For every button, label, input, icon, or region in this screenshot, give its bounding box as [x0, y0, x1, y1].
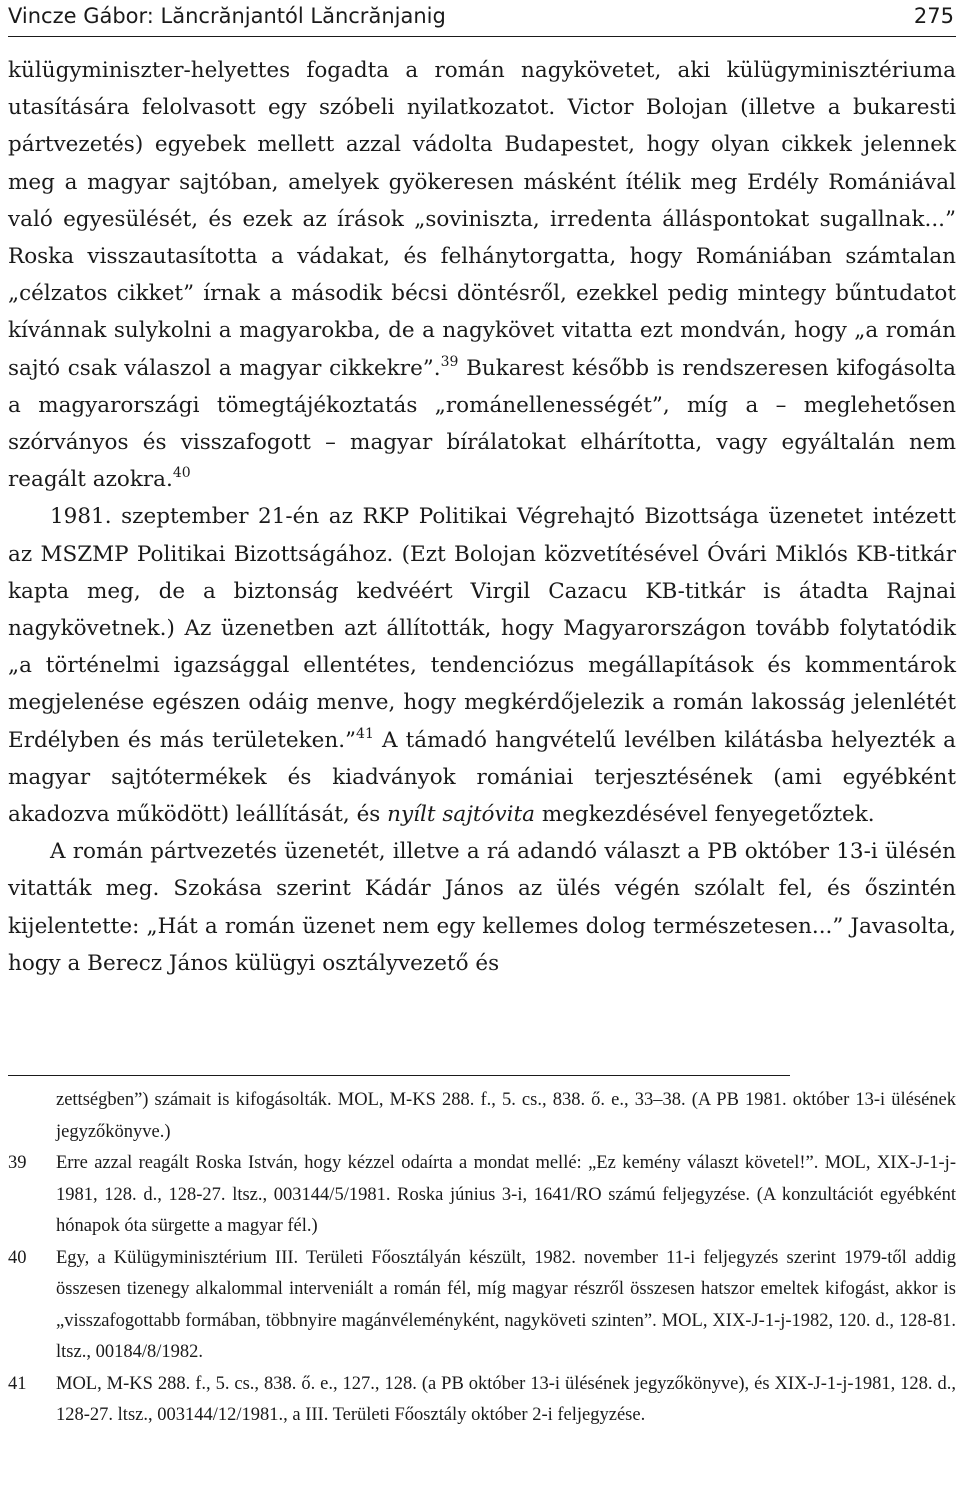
footnote-separator — [8, 1075, 790, 1076]
footnote-ref-39: 39 — [440, 353, 459, 370]
book-page — [8, 0, 956, 1502]
running-header — [8, 0, 956, 37]
page-number: 275 — [913, 4, 954, 28]
paragraph-2-text-b: A támadó hangvételű levélben kilátásba helyezték a magyar sajtótermékek és kiadványok romániai terjesztésének (ami egyébként akadozva működött) leállítását, és — [8, 727, 956, 828]
paragraph-2-italic: nyílt sajtóvita — [387, 802, 535, 828]
footnote-text: Erre azzal reagált Roska István, hogy kézzel odaírta a mondat mellé: „Ez kemény választ követel!”. MOL, XIX-J-1-j-1981, 128. d., 128-27. ltsz., 003144/5/1981. Roska június 3-i, 1641/RO számú feljegyzése. (A konzultációt egyébként hónapok óta sürgette a magyar fél.) — [56, 1153, 956, 1236]
footnote-number: 41 — [8, 1373, 27, 1394]
footnote-text: MOL, M-KS 288. f., 5. cs., 838. ő. e., 127., 128. (a PB október 13-i ülésének jegyzőkönyve), és XIX-J-1-j-1981, 128. d., 128-27. ltsz., 003144/12/1981., a III. Területi Főosztály október 2-i feljegyzése. — [56, 1373, 956, 1425]
paragraph-2 — [8, 498, 956, 833]
footnote-number: 39 — [8, 1153, 27, 1173]
footnote-39 — [8, 1148, 956, 1243]
footnote-40 — [8, 1243, 956, 1369]
footnote-text: zettségben”) számait is kifogásolták. MOL, M-KS 288. f., 5. cs., 838. ő. e., 33–38. (A PB 1981. október 13-i ülésének jegyzőkönyve.) — [56, 1090, 956, 1142]
footnote-41 — [8, 1369, 956, 1432]
footnote-text: Egy, a Külügyminisztérium III. Területi Főosztályán készült, 1982. november 11-i feljegyzés szerint 1979-től addig összesen tizenegy alkalommal interveniált a román fél, míg magyar részről összesen hatszor emeltek kifogást, akkor is „visszafogottabb formában, többnyire magánvéleményként, nagyköveti szinten”. MOL, XIX-J-1-j-1982, 120. d., 128-81. ltsz., 00184/8/1982. — [56, 1247, 956, 1362]
paragraph-1 — [8, 52, 956, 498]
footnote-number: 40 — [8, 1247, 27, 1268]
footnote-continued — [8, 1085, 956, 1148]
paragraph-3 — [8, 833, 956, 982]
paragraph-1-text-b: Bukarest később is rendszeresen kifogásolta a magyarországi tömegtájékoztatás „románellenességét”, míg a – meglehetősen szórványos és visszafogott – magyar bírálatokat elhárította, vagy egyáltalán nem reagált azokra. — [8, 355, 956, 493]
paragraph-2-text-a: 1981. szeptember 21-én az RKP Politikai Végrehajtó Bizottsága üzenetet intézett az MSZMP Politikai Bizottságához. (Ezt Bolojan közvetítésével Óvári Miklós KB-titkár kapta meg, de a biztonság kedvéért Virgil Cazacu KB-titkár is átadta Rajnai nagykövetnek.) Az üzenetben azt állították, hogy Magyarországon tovább folytatódik „a történelmi igazsággal ellentétes, tendenciózus megállapítások és kommentárok megjelenése egészen odáig menve, hogy megkérdőjelezik a román lakosság jelenlétét Erdélyben és más területeken.” — [8, 504, 956, 753]
paragraph-2-text-c: megkezdésével fenyegetőztek. — [534, 802, 875, 828]
footnotes — [8, 1085, 956, 1432]
footnote-ref-41: 41 — [356, 725, 374, 742]
footnote-ref-40: 40 — [172, 465, 191, 482]
paragraph-3-text: A román pártvezetés üzenetét, illetve a rá adandó választ a PB október 13-i ülésén vitatták meg. Szokása szerint Kádár János az ülés végén szólalt fel, és őszintén kijelentette: „Hát a román üzenet nem egy kellemes dolog természetesen...” Javasolta, hogy a Berecz János külügyi osztályvezető és — [8, 839, 956, 976]
body-text — [8, 52, 956, 982]
header-author-title: Vincze Gábor: Lăncrănjantól Lăncrănjanig — [8, 4, 446, 28]
paragraph-1-text-a: külügyminiszter-helyettes fogadta a román nagykövetet, aki külügyminisztériuma utasítására felolvasott egy szóbeli nyilatkozatot. Victor Bolojan (illetve a bukaresti pártvezetés) egyebek mellett azzal vádolta Budapestet, hogy olyan cikkek jelennek meg a magyar sajtóban, amelyek gyökeresen másként ítélik meg Erdély Romániával való egyesülését, és ezek az írások „soviniszta, irredenta álláspontokat sugallnak...” Roska visszautasította a vádakat, és felhánytorgatta, hogy Romániában számtalan „célzatos cikket” írnak a második bécsi döntésről, ezekkel pedig mintegy bűntudatot kívánnak sulykolni a magyarokba, de a nagykövet vitatta ezt mondván, hogy „a román sajtó csak válaszol a magyar cikkekre”. — [8, 58, 956, 381]
